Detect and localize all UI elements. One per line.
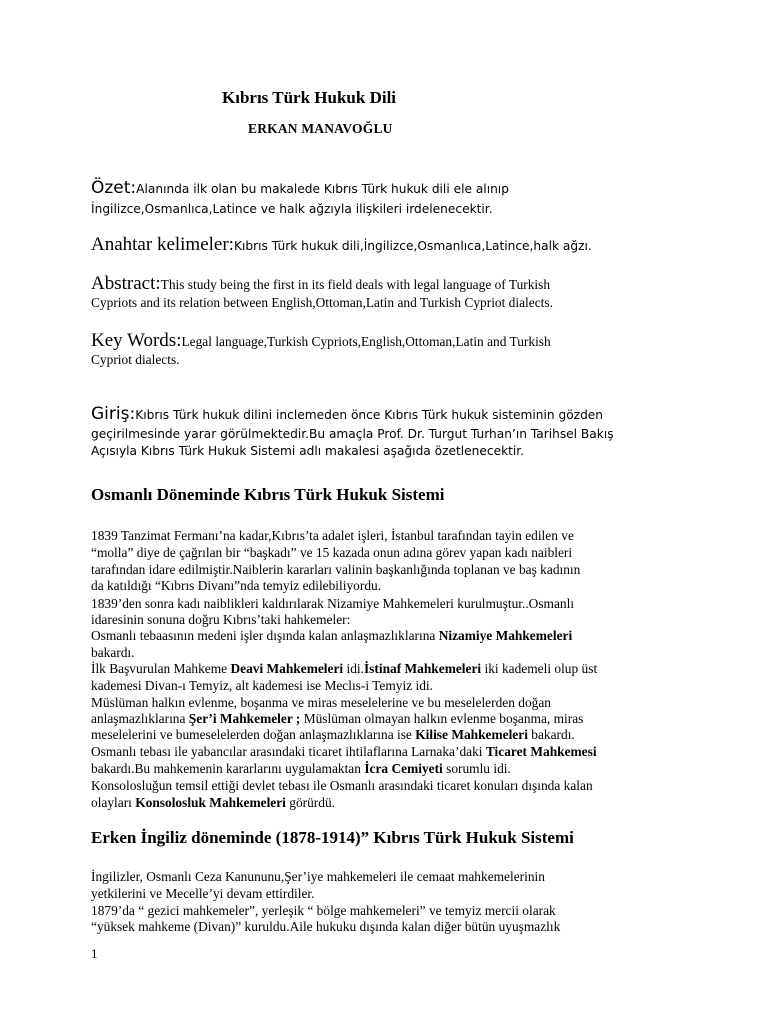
body-text: görürdü. (285, 795, 335, 810)
keywords-label: Key Words: (91, 330, 182, 351)
anahtar-label: Anahtar kelimeler: (91, 234, 234, 255)
giris-text-2: geçirilmesinde yarar görülmektedir.Bu amaçla Prof. Dr. Turgut Turhan’ın Tarihsel Bakış (91, 427, 614, 441)
body-line (91, 744, 597, 760)
giris-text-1: Kıbrıs Türk hukuk dilini inclemeden önce Kıbrıs Türk hukuk sisteminin gözden (135, 408, 604, 422)
body-line: 1839’den sonra kadı naiblikleri kaldırılarak Nizamiye Mahkemeleri kurulmuştur..Osmanlı (91, 596, 575, 611)
court-name-bold: Ticaret Mahkemesi (485, 744, 597, 759)
body-line: Müslüman halkın evlenme, boşanma ve miras meselelerine ve bu meselelerden doğan (91, 695, 551, 710)
court-name-bold: Nizamiye Mahkemeleri (438, 628, 573, 643)
document-title: Kıbrıs Türk Hukuk Dili (222, 88, 397, 107)
body-line (91, 761, 511, 777)
court-name-bold: İcra Cemiyeti (364, 761, 443, 776)
giris-text-3: Açısıyla Kıbrıs Türk Hukuk Sistemi adlı makalesi aşağıda özetlenecektir. (91, 444, 525, 458)
body-text: anlaşmazlıklarına (91, 711, 189, 726)
keywords-text-1: Legal language,Turkish Cypriots,English,Ottoman,Latin and Turkish (181, 334, 551, 349)
body-text: idi. (343, 661, 364, 676)
body-line: da katıldığı “Kıbrıs Divanı”nda temyiz edilebiliyordu. (91, 578, 382, 593)
anahtar-line (91, 234, 592, 255)
body-text: İlk Başvurulan Mahkeme (91, 661, 231, 676)
body-text: Müslüman olmayan halkın evlenme boşanma, miras (300, 711, 584, 726)
page-number: 1 (91, 946, 98, 961)
body-line: 1839 Tanzimat Fermanı’na kadar,Kıbrıs’ta adalet işleri, İstanbul tarafından tayin edilen ve (91, 528, 574, 543)
body-text: bakardı.Bu mahkemenin kararlarını uygulamaktan (91, 761, 365, 776)
anahtar-text: Kıbrıs Türk hukuk dili,İngilizce,Osmanlıca,Latince,halk ağzı. (233, 239, 592, 253)
body-line (91, 795, 335, 811)
ozet-line-1 (91, 180, 509, 197)
abstract-line-1 (91, 273, 551, 294)
body-line: yetkilerini ve Mecelle’yi devam ettirdiler. (91, 886, 315, 901)
court-name-bold: Deavi Mahkemeleri (230, 661, 344, 676)
body-line: tarafından idare edilmiştir.Naiblerin kararları valinin başkanlığında toplanan ve baş kadının (91, 562, 581, 577)
body-text: olayları (91, 795, 136, 810)
body-line (91, 661, 597, 677)
body-text: meselelerini ve bumeselelerden doğan anlaşmazlıklarına ise (91, 727, 416, 742)
body-text: bakardı. (527, 727, 575, 742)
body-text: iki kademeli olup üst (481, 661, 598, 676)
author-name: ERKAN MANAVOĞLU (248, 121, 393, 136)
giris-label: Giriş: (91, 404, 136, 424)
ozet-text-1: Alanında ilk olan bu makalede Kıbrıs Türk hukuk dili ele alınıp (136, 182, 509, 196)
body-line: İngilizler, Osmanlı Ceza Kanununu,Şer’iye mahkemeleri ile cemaat mahkemelerinin (91, 869, 545, 884)
body-line: “yüksek mahkeme (Divan)” kuruldu.Aile hukuku dışında kalan diğer bütün uyuşmazlık (91, 919, 561, 934)
body-line: 1879’da “ gezici mahkemeler”, yerleşik “ bölge mahkemeleri” ve temyiz mercii olarak (91, 903, 556, 918)
body-line: Konsolosluğun temsil ettiği devlet tebası ile Osmanlı arasındaki ticaret konuları dışında kalan (91, 778, 593, 793)
body-line: bakardı. (91, 645, 135, 660)
body-text: Osmanlı tebası ile yabancılar arasındaki ticaret ihtilaflarına Larnaka’daki (91, 744, 486, 759)
section-heading-ottoman: Osmanlı Döneminde Kıbrıs Türk Hukuk Sistemi (91, 485, 445, 504)
court-name-bold: Şer’i Mahkemeler ; (188, 711, 301, 726)
ozet-text-2: İngilizce,Osmanlıca,Latince ve halk ağzıyla ilişkileri irdelenecektir. (91, 202, 493, 216)
body-line (91, 711, 583, 727)
court-name-bold: Kilise Mahkemeleri (415, 727, 528, 742)
abstract-text-1: This study being the first in its field deals with legal language of Turkish (160, 277, 551, 292)
body-line (91, 727, 575, 743)
keywords-text-2: Cypriot dialects. (91, 352, 180, 367)
body-text: Osmanlı tebaasının medeni işler dışında kalan anlaşmazlıklarına (91, 628, 439, 643)
abstract-text-2: Cypriots and its relation between English,Ottoman,Latin and Turkish Cypriot dialects. (91, 295, 553, 310)
court-name-bold: İstinaf Mahkemeleri (363, 661, 482, 676)
body-line (91, 628, 572, 644)
abstract-label: Abstract: (91, 273, 161, 294)
ozet-label: Özet: (91, 178, 137, 198)
giris-line-1 (91, 406, 603, 423)
body-line: kademesi Divan-ı Temyiz, alt kademesi ise Meclıs-i Temyiz idi. (91, 678, 433, 693)
keywords-line-1 (91, 330, 551, 351)
body-line: idaresinin sonuna doğru Kıbrıs’taki hahkemeler: (91, 612, 351, 627)
section-heading-british: Erken İngiliz döneminde (1878-1914)” Kıbrıs Türk Hukuk Sistemi (91, 828, 574, 847)
body-line: “molla” diye de çağrılan bir “başkadı” ve 15 kazada onun adına görev yapan kadı naibleri (91, 545, 573, 560)
body-text: sorumlu idi. (442, 761, 511, 776)
court-name-bold: Konsolosluk Mahkemeleri (135, 795, 286, 810)
